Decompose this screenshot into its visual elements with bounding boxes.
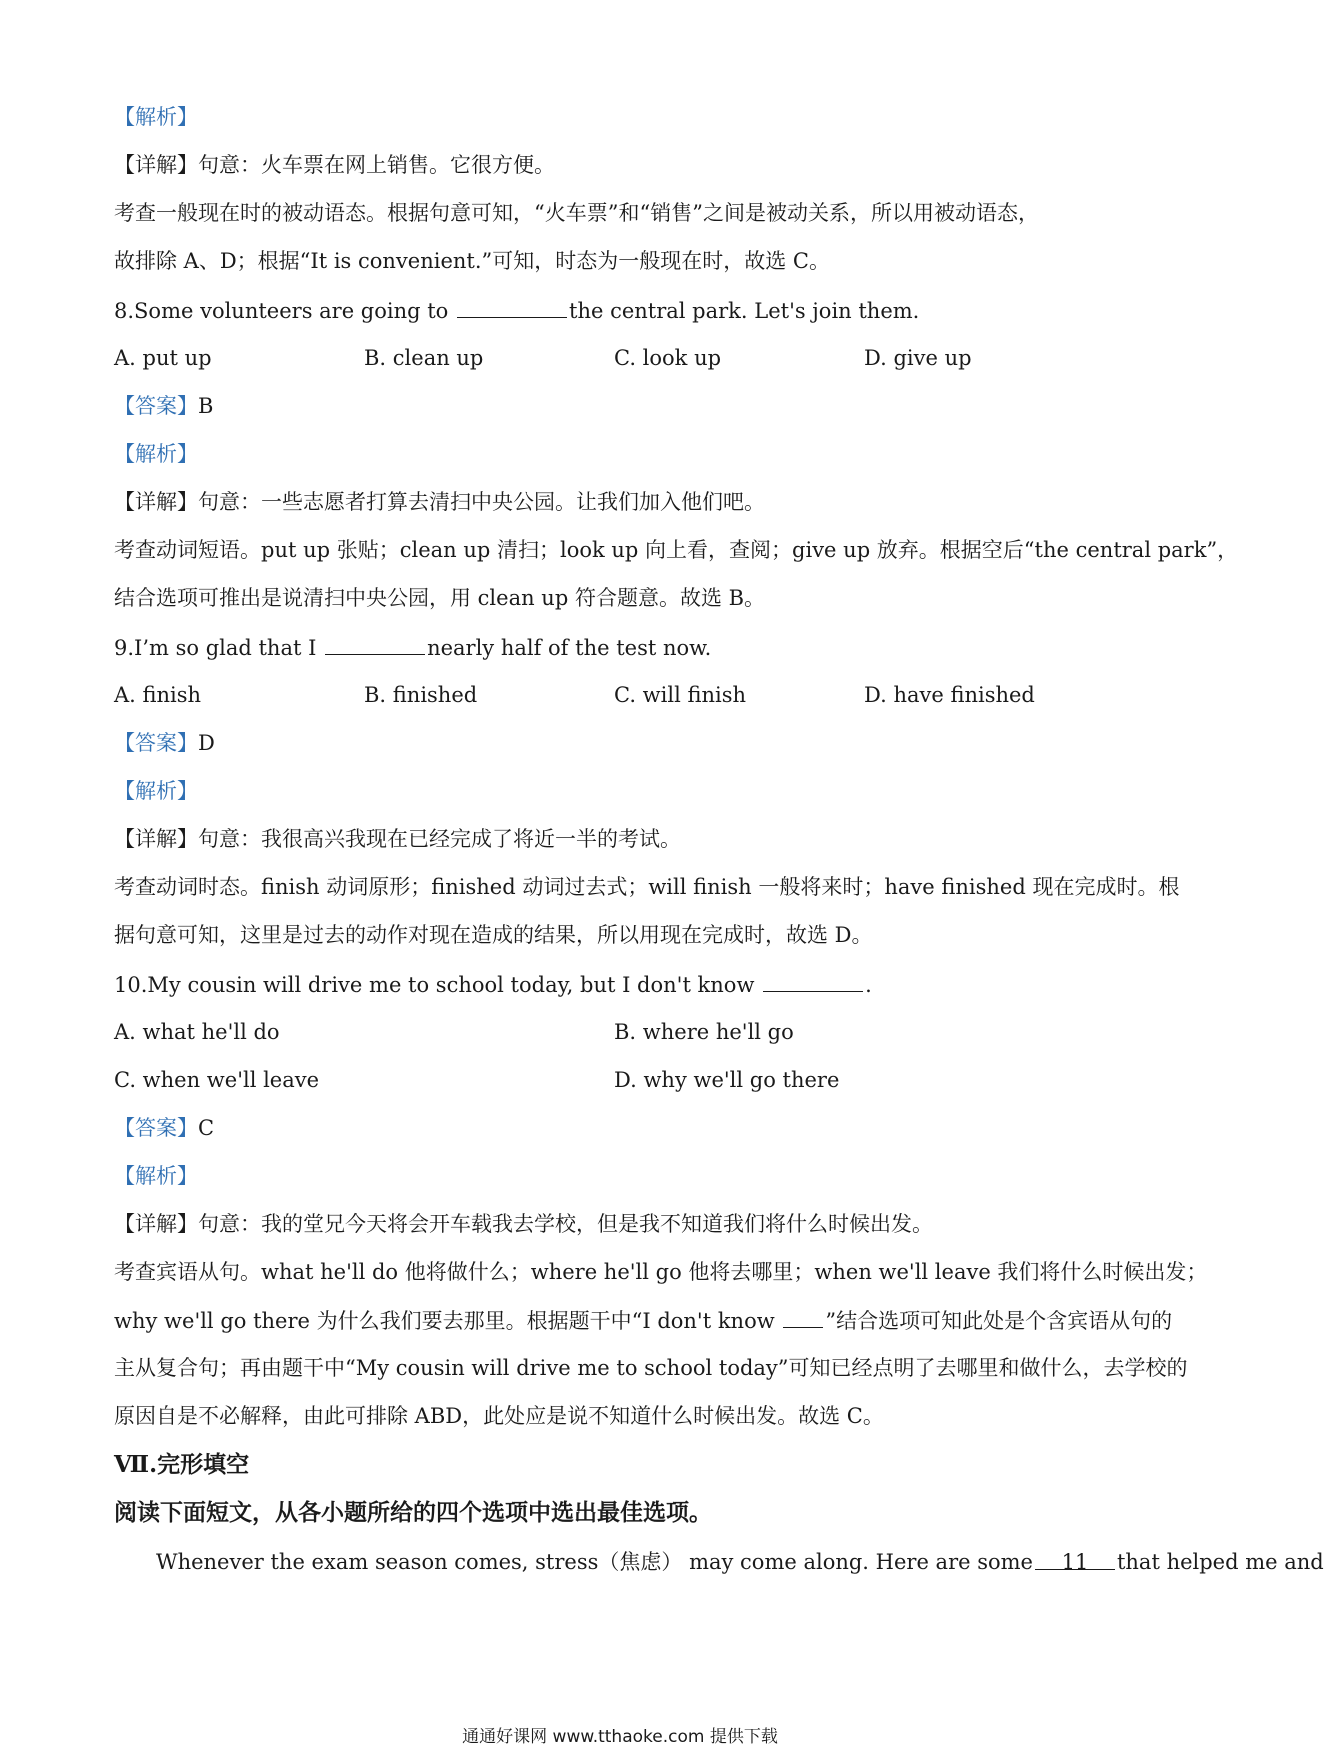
question-9-stem-after: nearly half of the test now. [427,636,712,660]
explanation-line: 考查动词时态。finish 动词原形；finished 动词过去式；will finish 一般将来时；have finished 现在完成时。根 [114,875,1180,899]
explanation-text: ”结合选项可知此处是个含宾语从句的 [825,1309,1173,1333]
option-b: B. clean up [364,346,484,370]
analysis-tag: 【解析】 [114,779,198,803]
section-title: Ⅶ.完形填空 [114,1451,250,1478]
option-b: B. finished [364,683,478,707]
question-8-stem-after: the central park. Let's join them. [569,299,920,323]
analysis-tag: 【解析】 [114,1164,198,1188]
option-a: A. put up [114,346,212,370]
explanation-line: 据句意可知，这里是过去的动作对现在造成的结果，所以用现在完成时，故选 D。 [114,923,873,947]
question-9-stem-before: 9.I’m so glad that I [114,636,324,660]
answer-tag: 【答案】 [114,731,198,755]
question-10-stem-before: 10.My cousin will drive me to school today, but I don't know [114,973,762,997]
question-8-stem-before: 8.Some volunteers are going to [114,299,456,323]
explanation-text: why we'll go there 为什么我们要去那里。根据题干中“I don't know [114,1309,782,1333]
option-d: D. why we'll go there [614,1068,840,1092]
section-instruction: 阅读下面短文，从各小题所给的四个选项中选出最佳选项。 [114,1499,712,1526]
answer-tag: 【答案】 [114,394,198,418]
detail-line: 【详解】句意：一些志愿者打算去清扫中央公园。让我们加入他们吧。 [114,490,765,514]
answer-blank [457,295,567,318]
answer-value: D [198,731,215,755]
explanation-line [114,1305,1173,1336]
question-10-stem-after: . [865,973,872,997]
detail-line: 【详解】句意：我很高兴我现在已经完成了将近一半的考试。 [114,827,681,851]
explanation-line: 考查一般现在时的被动语态。根据句意可知，“火车票”和“销售”之间是被动关系，所以用被动语态， [114,201,1039,225]
footer-watermark: 通通好课网 www.tthaoke.com 提供下载 [462,1727,778,1747]
cloze-blank-11: 11 [1035,1547,1115,1570]
explanation-line: 主从复合句；再由题干中“My cousin will drive me to school today”可知已经点明了去哪里和做什么，去学校的 [114,1356,1188,1380]
detail-line: 【详解】句意：我的堂兄今天将会开车载我去学校，但是我不知道我们将什么时候出发。 [114,1212,933,1236]
answer-tag: 【答案】 [114,1116,198,1140]
answer-blank [763,969,863,992]
question-8-answer [114,391,1140,421]
explanation-line: 结合选项可推出是说清扫中央公园，用 clean up 符合题意。故选 B。 [114,586,766,610]
explanation-line: 原因自是不必解释，由此可排除 ABD，此处应是说不知道什么时候出发。故选 C。 [114,1404,884,1428]
option-c: C. will finish [614,683,747,707]
question-8-stem [114,295,1140,326]
answer-blank [325,632,425,655]
option-c: C. look up [614,346,722,370]
explanation-line: 考查宾语从句。what he'll do 他将做什么；where he'll go 他将去哪里；when we'll leave 我们将什么时候出发； [114,1260,1208,1284]
question-9-stem [114,632,1140,663]
explanation-line: 故排除 A、D；根据“It is convenient.”可知，时态为一般现在时，故选 C。 [114,249,830,273]
passage-line [156,1547,1324,1577]
detail-line: 【详解】句意：火车票在网上销售。它很方便。 [114,153,555,177]
option-d: D. give up [864,346,972,370]
option-b: B. where he'll go [614,1020,794,1044]
question-9-answer [114,728,1140,758]
question-10-stem [114,969,1140,1000]
answer-value: B [198,394,214,418]
option-d: D. have finished [864,683,1035,707]
passage-text: that helped me and [1116,1550,1324,1574]
option-c: C. when we'll leave [114,1068,320,1092]
answer-value: C [198,1116,215,1140]
option-a: A. finish [114,683,202,707]
explanation-line: 考查动词短语。put up 张贴；clean up 清扫；look up 向上看，查阅；give up 放弃。根据空后“the central park”， [114,538,1239,562]
analysis-tag: 【解析】 [114,442,198,466]
answer-blank [783,1305,823,1328]
analysis-tag: 【解析】 [114,105,198,129]
passage-text: Whenever the exam season comes, stress（焦虑） may come along. Here are some [156,1550,1033,1574]
option-a: A. what he'll do [114,1020,280,1044]
question-10-answer [114,1113,1140,1143]
